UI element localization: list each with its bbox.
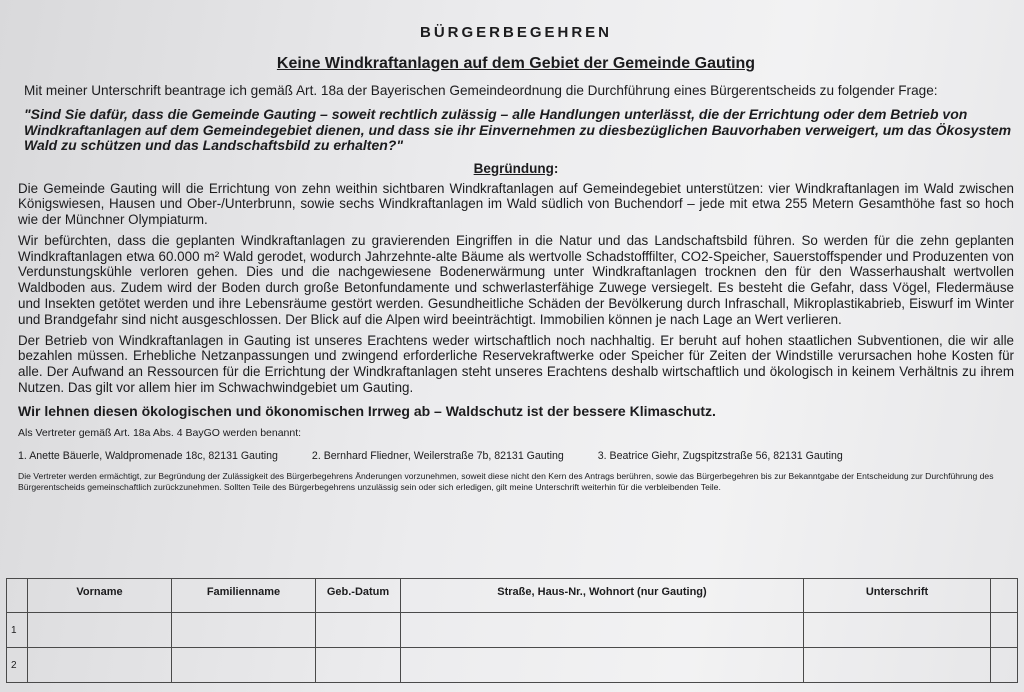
paragraph-1: Die Gemeinde Gauting will die Errichtung von zehn weithin sichtbaren Windkraftanlagen auf Gemeindegebiet unterstützen: vier Windkraftanlagen im Wald zwischen Königswiesen, Hausen und Ober-/Unterbrunn, sowie sechs Windkraftanlagen im Wald südlich von Buchendorf – jede mit etwa 255 Metern Gesamthöhe fast so hoch wie der Münchner Olympiaturm. [18,180,1014,228]
representatives-intro: Als Vertreter gemäß Art. 18a Abs. 4 BayGO werden benannt: [18,426,302,439]
row-number: 2 [7,648,28,683]
extra-field [991,613,1018,648]
table-row [7,648,1018,683]
paragraph-3: Der Betrieb von Windkraftanlagen in Gauting ist unseres Erachtens weder wirtschaftlich noch nachhaltig. Er beruht auf hohen staatlichen Subventionen, die wir alle bezahlen müssen. Erhebliche Netzanpassungen und zwingend erforderliche Reservekraftwerke oder Speicher für Zeiten der Windstille verursachen hohe Kosten für alle. Der Aufwand an Ressourcen für die Errichtung der Windkraftanlagen steht unseres Erachtens deshalb wirtschaftlich und ökologisch in keinem Verhältnis zu ihrem Nutzen. Das gilt vor allem hier im Schwachwindgebiet um Gauting. [18,332,1014,396]
adresse-field[interactable] [401,613,804,648]
vorname-field[interactable] [28,648,172,683]
heading: BÜRGERBEGEHREN [419,24,612,41]
representative-1: 1. Anette Bäuerle, Waldpromenade 18c, 82131 Gauting [18,449,278,462]
table-header-row [7,579,1018,613]
claim-text: Wir lehnen diesen ökologischen und ökonomischen Irrweg ab – Waldschutz ist der bessere Klimaschutz. [18,402,716,419]
row-number: 1 [7,613,28,648]
header-extra [991,579,1018,613]
vorname-field[interactable] [28,613,172,648]
familienname-field[interactable] [172,648,316,683]
header-adresse: Straße, Haus-Nr., Wohnort (nur Gauting) [401,579,804,613]
adresse-field[interactable] [401,648,804,683]
subtitle: Keine Windkraftanlagen auf dem Gebiet der Gemeinde Gauting [276,55,756,72]
paragraph-2: Wir befürchten, dass die geplanten Windkraftanlagen zu gravierenden Eingriffen in die Natur und das Landschaftsbild führen. So werden für die zehn geplanten Windkraftanlagen etwa 60.000 m² Wald gerodet, wodurch Jahrzehnte-alte Bäume als wertvolle Schadstofffilter, CO2-Speicher, Sauerstoffspender und Produzenten von Verdunstungskühle verloren gehen. Dies und die nachgewiesene Bodenerwärmung unter Windkraftanlagen trocknen den für den Wasserhaushalt wertvollen Waldboden aus. Zudem wird der Boden durch große Betonfundamente und schwerlasterfähige Zuwege versiegelt. Es besteht die Gefahr, dass Vögel, Fledermäuse und Insekten getötet werden und ihre Lebensräume gestört werden. Gesundheitliche Schäden der Bevölkerung durch Infraschall, Mikroplastikabrieb, Eiswurf im Winter und Brandgefahr sind nicht ausgeschlossen. Der Blick auf die Alpen wird beeinträchtigt. Immobilien können je nach Lage an Wert verlieren. [18,232,1014,327]
familienname-field[interactable] [172,613,316,648]
reason-heading: Begründung: [473,160,559,176]
unterschrift-field[interactable] [804,648,991,683]
header-unterschrift: Unterschrift [804,579,991,613]
intro-text: Mit meiner Unterschrift beantrage ich gemäß Art. 18a der Bayerischen Gemeindeordnung die Durchführung eines Bürgerentscheids zu folgender Frage: [24,83,938,98]
representative-2: 2. Bernhard Fliedner, Weilerstraße 7b, 82131 Gauting [311,449,564,462]
geb-datum-field[interactable] [316,613,401,648]
representatives-list [18,450,1014,462]
header-number [7,579,28,613]
authorization-text: Die Vertreter werden ermächtigt, zur Begründung der Zulässigkeit des Bürgerbegehrens Änderungen vorzunehmen, soweit diese nicht den Kern des Antrags berühren, sowie das Bürgerbegehren bis zur Bekanntgabe der Entscheidung zur Durchführung des Bürgerentscheids gemeinschaftlich zurückzunehmen. Sollten Teile des Bürgerbegehrens unzulässig sein oder sich erledigen, gilt meine Unterschrift weiterhin für die verbleibenden Teile. [18,470,994,492]
representative-3: 3. Beatrice Giehr, Zugspitzstraße 56, 82131 Gauting [597,449,843,462]
table-row [7,613,1018,648]
unterschrift-field[interactable] [804,613,991,648]
reason-title: Begründung [473,160,554,176]
question-text: "Sind Sie dafür, dass die Gemeinde Gauting – soweit rechtlich zulässig – alle Handlungen unterlässt, die der Errichtung oder dem Betrieb von Windkraftanlagen auf dem Gemeindegebiet dienen, und dass sie ihr Einvernehmen zu diesbezüglichen Bauvorhaben verweigert, um das Ökosystem Wald zu schützen und das Landschaftsbild zu erhalten?" [24,106,1012,153]
geb-datum-field[interactable] [316,648,401,683]
header-geb-datum: Geb.-Datum [316,579,401,613]
extra-field [991,648,1018,683]
header-vorname: Vorname [28,579,172,613]
signature-table [6,578,1018,683]
header-familienname: Familienname [172,579,316,613]
